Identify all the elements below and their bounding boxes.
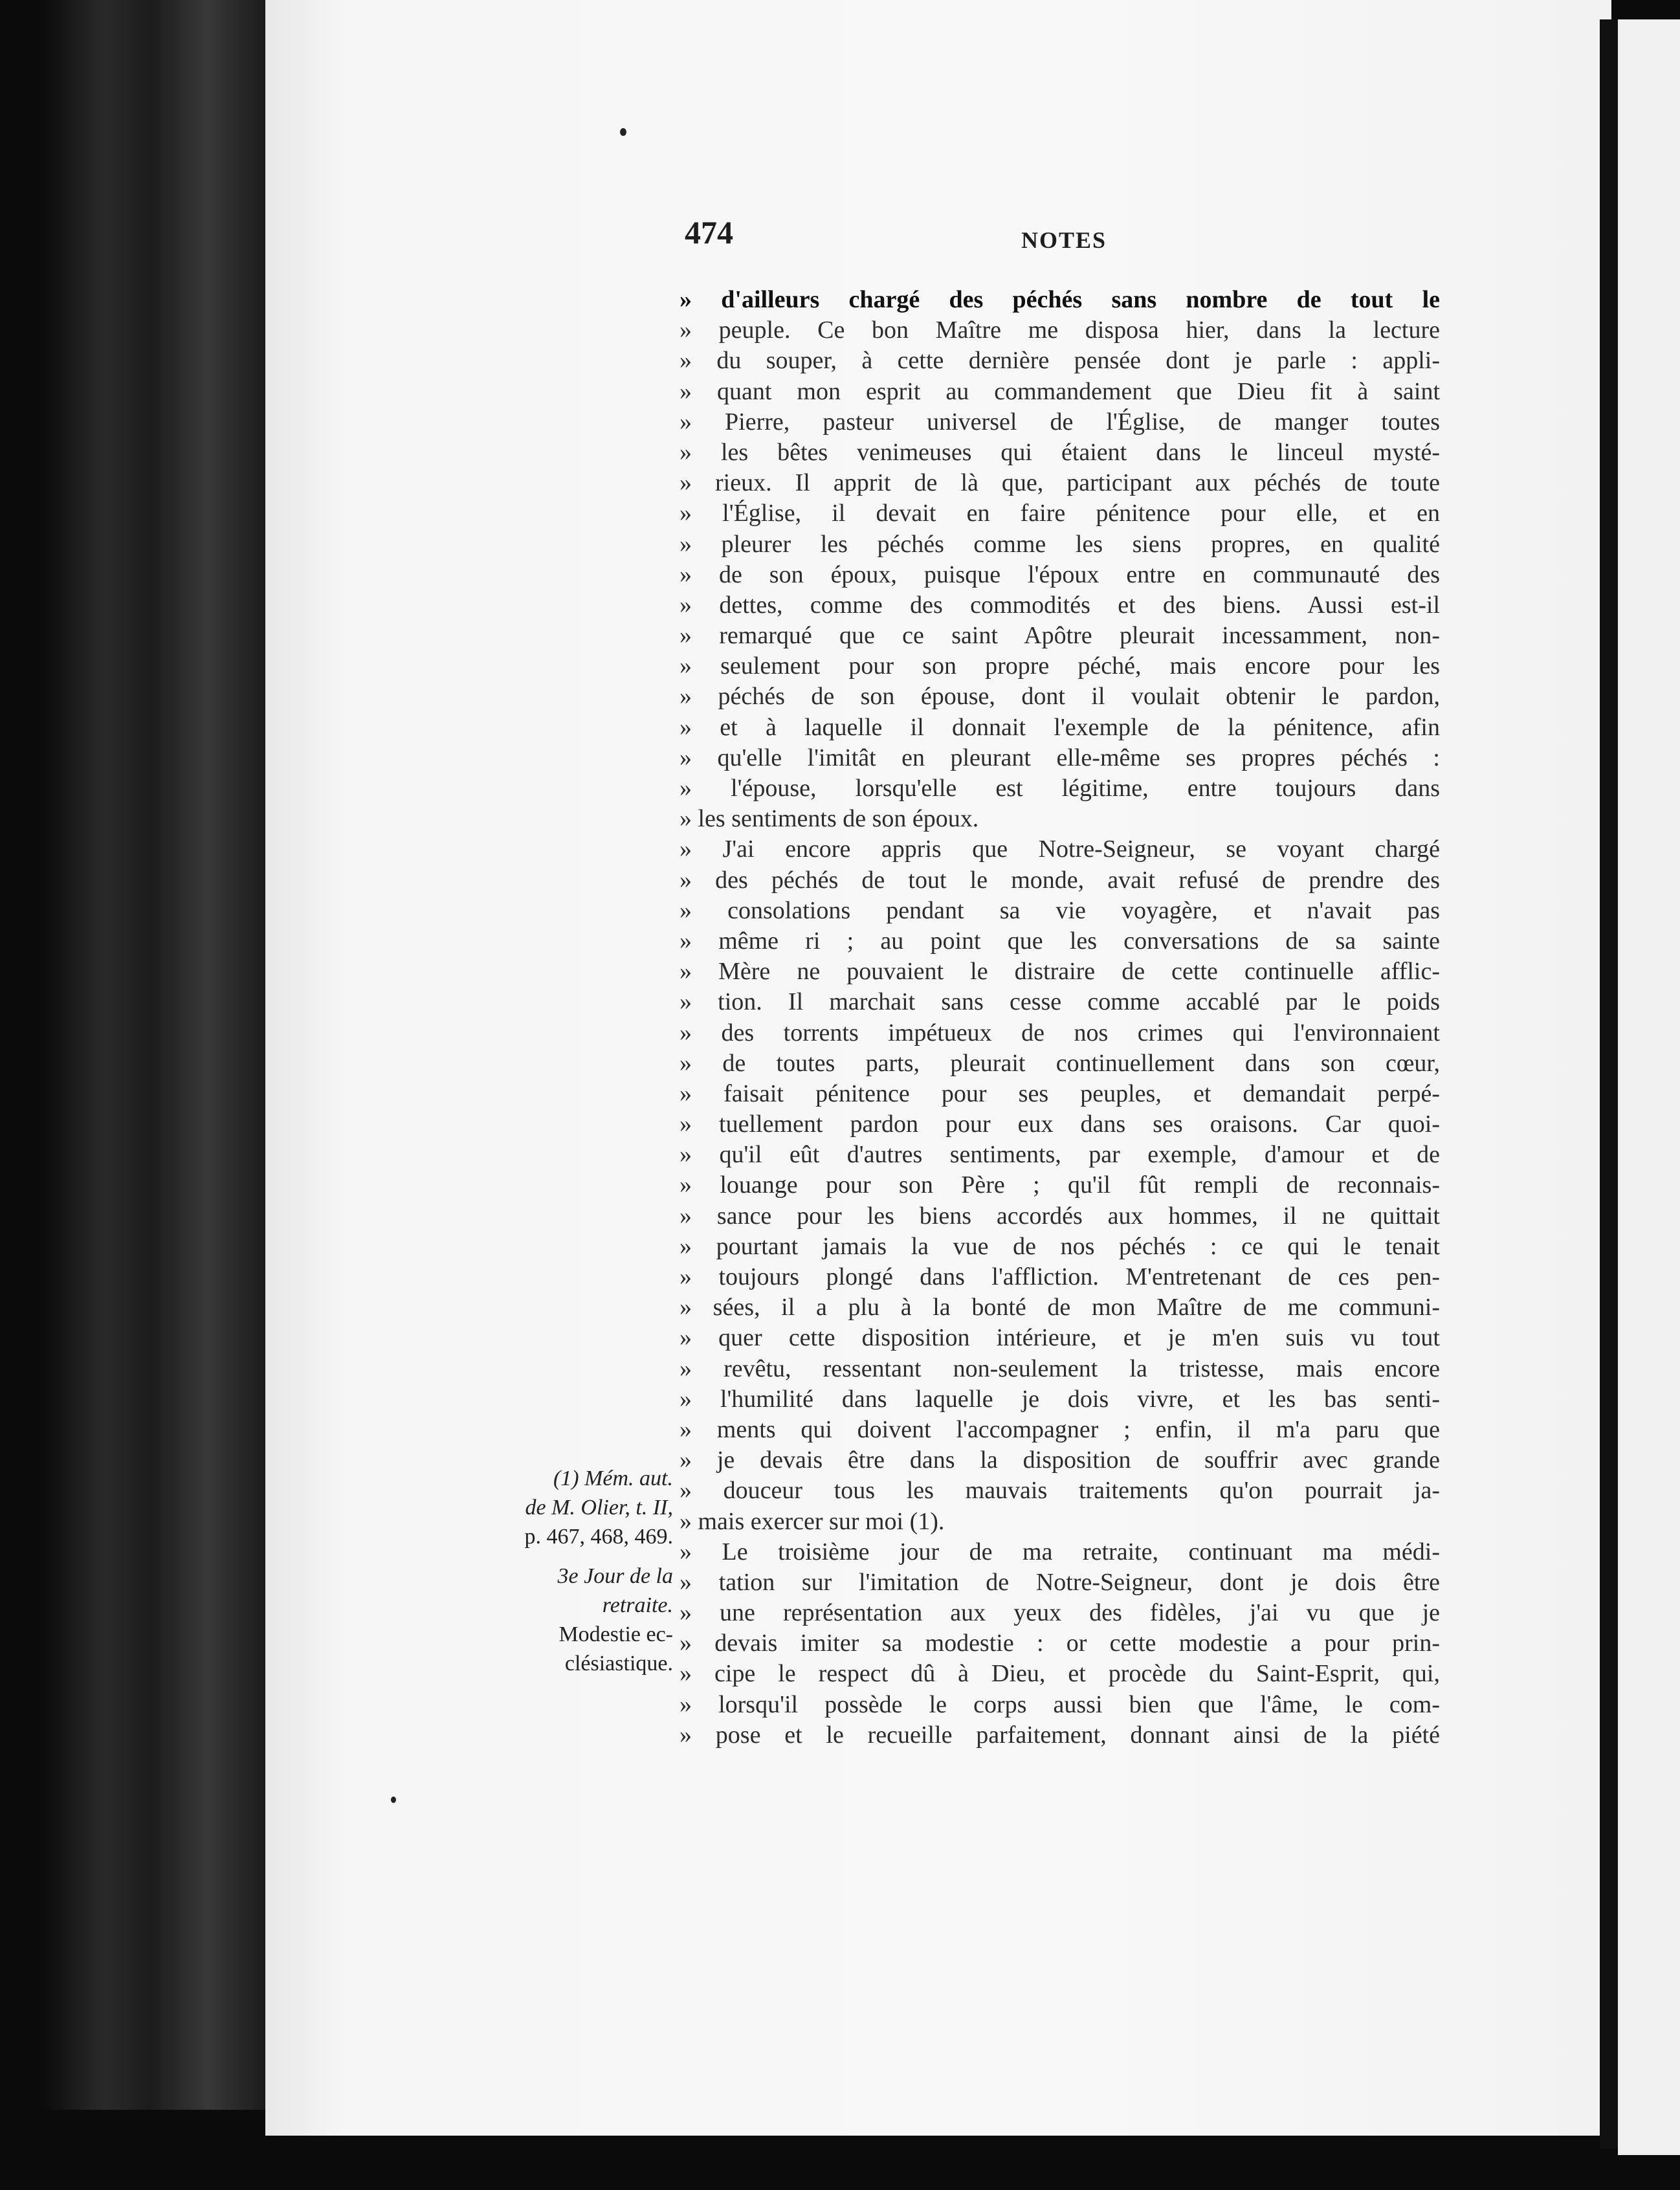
text-line: » pose et le recueille parfaitement, donnant ainsi de la piété — [680, 1721, 1440, 1749]
text-line: » consolations pendant sa vie voyagère, et n'avait pas — [680, 896, 1440, 924]
text-line: » Pierre, pasteur universel de l'Église, de manger toutes — [680, 408, 1440, 436]
text-line: » lorsqu'il possède le corps aussi bien que l'âme, le com- — [680, 1690, 1440, 1718]
text-line: » sance pour les biens accordés aux hommes, il ne quittait — [680, 1202, 1440, 1230]
text-line: » ments qui doivent l'accompagner ; enfin, il m'a paru que — [680, 1415, 1440, 1443]
text-line: » devais imiter sa modestie : or cette modestie a pour prin- — [680, 1630, 1440, 1657]
text-line: » des torrents impétueux de nos crimes qui l'environnaient — [680, 1019, 1440, 1046]
text-line: » même ri ; au point que les conversations de sa sainte — [680, 927, 1440, 955]
text-line: » tuellement pardon pour eux dans ses oraisons. Car quoi- — [680, 1111, 1440, 1138]
text-line: » de son époux, puisque l'époux entre en communauté des — [680, 560, 1440, 588]
footnote-reference: de M. Olier, t. II, — [525, 1496, 673, 1520]
sidenote-day: retraite. — [602, 1593, 673, 1617]
text-line: » d'ailleurs chargé des péchés sans nombre de tout le — [680, 286, 1440, 313]
page-gutter-shadow — [1600, 19, 1618, 2149]
text-line: » l'épouse, lorsqu'elle est légitime, entre toujours dans — [680, 775, 1440, 802]
book-spine — [45, 0, 278, 2110]
text-line: » et à laquelle il donnait l'exemple de la pénitence, afin — [680, 713, 1440, 741]
text-line: » J'ai encore appris que Notre-Seigneur, se voyant chargé — [680, 835, 1440, 863]
text-line: » qu'elle l'imitât en pleurant elle-même ses propres péchés : — [680, 744, 1440, 771]
text-line: » faisait pénitence pour ses peuples, et demandait perpé- — [680, 1079, 1440, 1107]
text-line: » des péchés de tout le monde, avait refusé de prendre des — [680, 866, 1440, 894]
text-line: » toujours plongé dans l'affliction. M'entretenant de ces pen- — [680, 1263, 1440, 1290]
ink-speck — [391, 1797, 396, 1803]
text-line: » remarqué que ce saint Apôtre pleurait incessamment, non- — [680, 622, 1440, 650]
text-line: » Mère ne pouvaient le distraire de cette continuelle afflic- — [680, 958, 1440, 986]
text-line: » douceur tous les mauvais traitements qu'on pourrait ja- — [680, 1477, 1440, 1505]
text-line: » louange pour son Père ; qu'il fût rempli de reconnais- — [680, 1171, 1440, 1199]
text-line: » je devais être dans la disposition de souffrir avec grande — [680, 1446, 1440, 1474]
text-line: » qu'il eût d'autres sentiments, par exemple, d'amour et de — [680, 1141, 1440, 1169]
facing-page-edge — [1618, 19, 1680, 2155]
text-line: » revêtu, ressentant non-seulement la tristesse, mais encore — [680, 1355, 1440, 1382]
sidenote-day: 3e Jour de la — [557, 1564, 673, 1588]
text-line: » pleurer les péchés comme les siens propres, en qualité — [680, 530, 1440, 558]
text-line: » tation sur l'imitation de Notre-Seigneur, dont je dois être — [680, 1568, 1440, 1596]
text-line: » du souper, à cette dernière pensée dont je parle : appli- — [680, 347, 1440, 375]
sidenote-topic: Modestie ec- — [558, 1622, 673, 1646]
margin-notes — [453, 1464, 673, 1678]
page-number: 474 — [685, 214, 733, 250]
running-head: NOTES — [1021, 227, 1107, 253]
ink-speck — [620, 128, 626, 136]
text-line: » mais exercer sur moi (1). — [680, 1507, 945, 1535]
text-line: » les bêtes venimeuses qui étaient dans le linceul mysté- — [680, 438, 1440, 466]
text-line: » sées, il a plu à la bonté de mon Maître de me communi- — [680, 1294, 1440, 1322]
sidenote-topic: clésiastique. — [564, 1652, 673, 1676]
text-line: » pourtant jamais la vue de nos péchés : ce qui le tenait — [680, 1232, 1440, 1260]
text-line: » l'humilité dans laquelle je dois vivre, et les bas senti- — [680, 1385, 1440, 1413]
text-line: » quant mon esprit au commandement que Dieu fit à saint — [680, 377, 1440, 405]
text-line: » l'Église, il devait en faire pénitence pour elle, et en — [680, 500, 1440, 527]
text-line: » cipe le respect dû à Dieu, et procède du Saint-Esprit, qui, — [680, 1660, 1440, 1688]
text-line: » rieux. Il apprit de là que, participant aux péchés de toute — [680, 469, 1440, 497]
text-line: » peuple. Ce bon Maître me disposa hier, dans la lecture — [680, 316, 1440, 344]
text-line: » tion. Il marchait sans cesse comme accablé par le poids — [680, 988, 1440, 1016]
text-line: » une représentation aux yeux des fidèles, j'ai vu que je — [680, 1599, 1440, 1627]
text-line: » Le troisième jour de ma retraite, continuant ma médi- — [680, 1538, 1440, 1565]
text-line: » dettes, comme des commodités et des biens. Aussi est-il — [680, 591, 1440, 619]
text-line: » les sentiments de son époux. — [680, 805, 979, 833]
body-text — [680, 285, 1440, 1751]
text-line: » de toutes parts, pleurait continuellement dans son cœur, — [680, 1049, 1440, 1077]
text-line: » quer cette disposition intérieure, et je m'en suis vu tout — [680, 1324, 1440, 1352]
footnote-reference: (1) Mém. aut. — [553, 1466, 673, 1490]
text-line: » seulement pour son propre péché, mais encore pour les — [680, 652, 1440, 680]
text-line: » péchés de son épouse, dont il voulait obtenir le pardon, — [680, 683, 1440, 711]
footnote-reference: p. 467, 468, 469. — [524, 1525, 673, 1549]
